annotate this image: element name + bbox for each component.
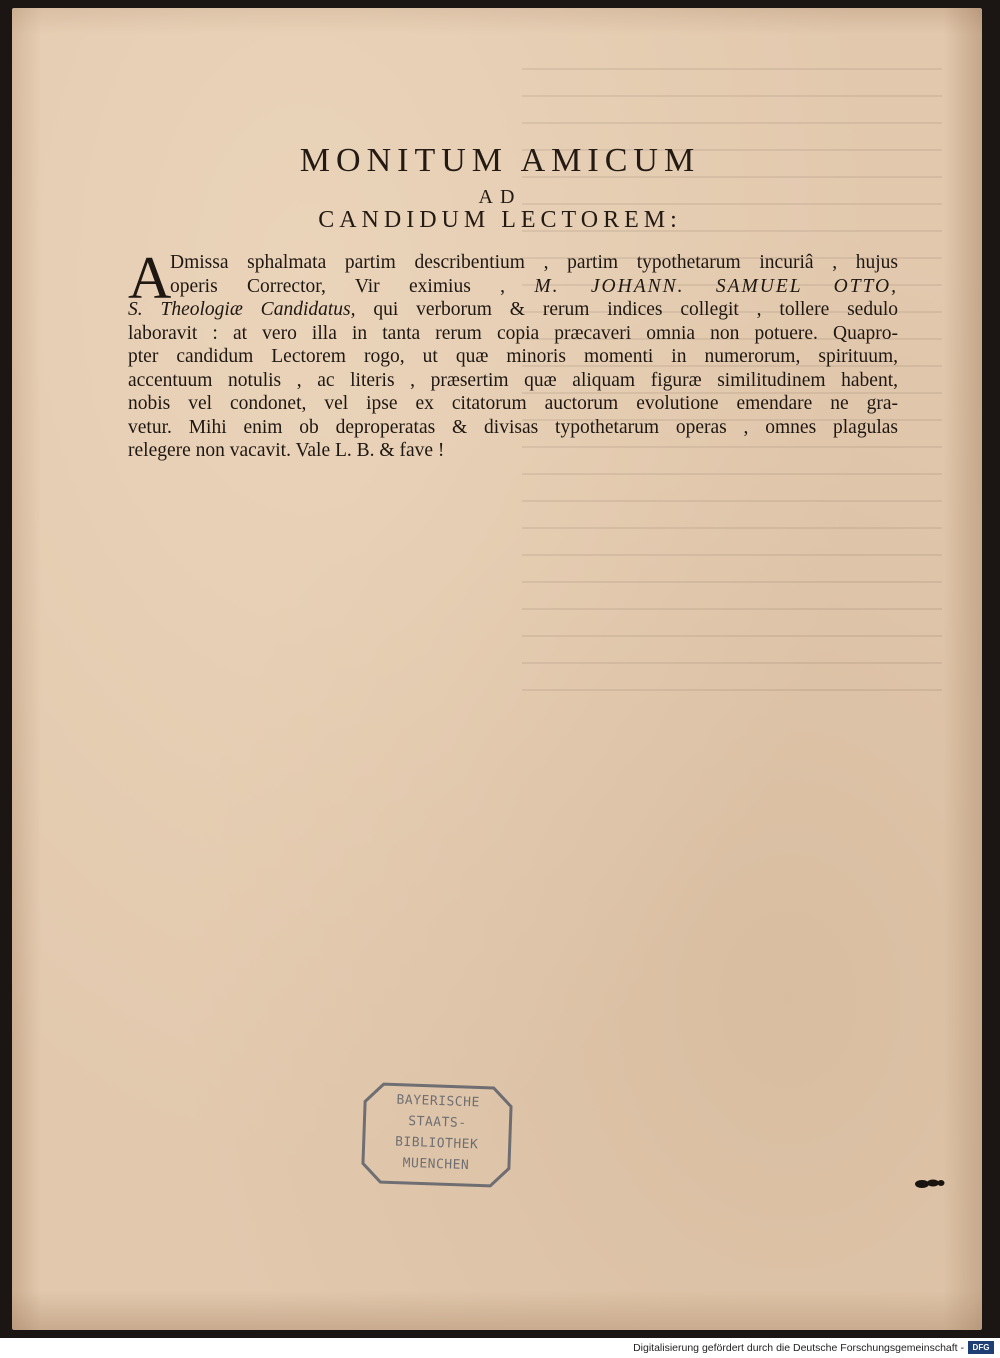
paragraph-line: vetur. Mihi enim ob deproperatas & divisas typothetarum operas , omnes plagulas <box>128 416 898 438</box>
stamp-line: MUENCHEN <box>402 1155 470 1174</box>
ink-blot-icon <box>913 1176 945 1190</box>
stamp-line: STAATS- <box>408 1113 467 1132</box>
page-title-connector: AD <box>478 186 522 208</box>
paragraph-line: pter candidum Lectorem rogo, ut quæ minoris momenti in numerorum, spirituum, <box>128 346 898 367</box>
paragraph-line <box>128 298 898 322</box>
paragraph-line <box>128 275 898 299</box>
page-subtitle: CANDIDUM LECTOREM: <box>318 207 682 233</box>
paragraph-line: laboravit : at vero illa in tanta rerum copia præcaveri omnia non potuere. Quapro- <box>128 322 898 344</box>
corrector-title: S. Theologiæ Candidatus, <box>128 299 356 320</box>
paragraph-text: qui verborum & rerum indices collegit , tollere sedulo <box>373 299 898 320</box>
corrector-name: M. JOHANN. SAMUEL OTTO, <box>534 275 899 297</box>
paragraph-line: nobis vel condonet, vel ipse ex citatorum auctorum evolutione emendare ne gra- <box>128 393 898 414</box>
stamp-line: BAYERISCHE <box>396 1092 481 1111</box>
page-title: MONITUM AMICUM <box>299 142 701 179</box>
paragraph-line: Dmissa sphalmata partim describentium , partim typothetarum incuriâ , hujus <box>170 252 898 273</box>
paragraph-text: operis Corrector, Vir eximius , <box>170 275 506 297</box>
drop-cap: A <box>128 245 172 311</box>
library-stamp <box>358 1079 516 1190</box>
stamp-line: BIBLIOTHEK <box>394 1134 479 1153</box>
paragraph-line: relegere non vacavit. Vale L. B. & fave ! <box>128 440 445 461</box>
paragraph-line: accentuum notulis , ac literis , præsertim quæ aliquam figuræ similitudinem habent, <box>128 369 898 391</box>
funding-credit: Digitalisierung gefördert durch die Deutsche Forschungsgemeinschaft - <box>633 1342 964 1354</box>
dfg-logo: DFG <box>968 1341 994 1354</box>
notice-paragraph <box>128 245 899 463</box>
